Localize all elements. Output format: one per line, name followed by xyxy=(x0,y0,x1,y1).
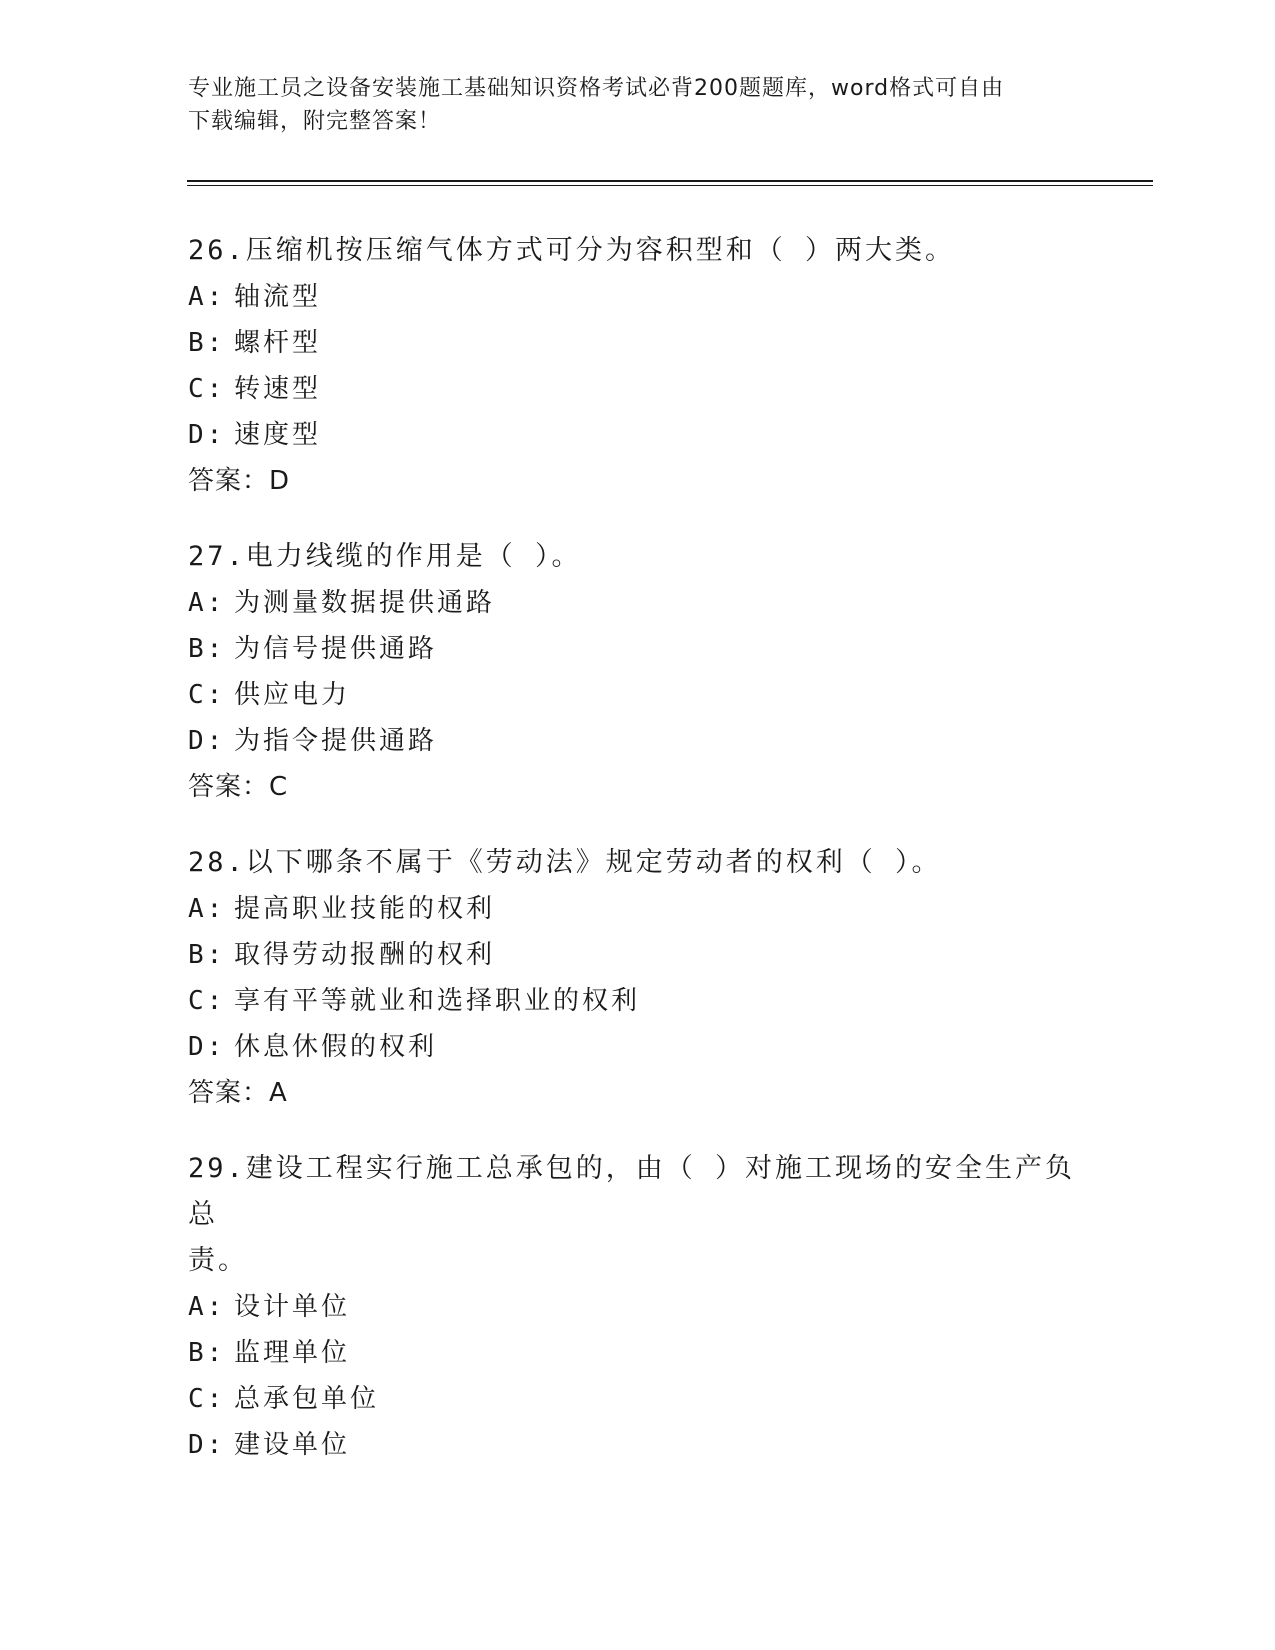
option-text: 供应电力 xyxy=(234,680,351,710)
option-text: 建设单位 xyxy=(234,1430,351,1460)
option-d xyxy=(188,1024,1088,1070)
option-letter: B: xyxy=(188,634,226,664)
header-rule-thick xyxy=(187,180,1153,182)
option-c xyxy=(188,672,1088,718)
option-letter: C: xyxy=(188,680,226,710)
option-text: 螺杆型 xyxy=(234,328,322,358)
question-stem: 27.电力线缆的作用是（ ）。 xyxy=(188,541,582,572)
option-c xyxy=(188,1376,1088,1422)
option-letter: C: xyxy=(188,374,226,404)
option-text: 转速型 xyxy=(234,374,322,404)
option-text: 为信号提供通路 xyxy=(234,634,438,664)
option-c xyxy=(188,978,1088,1024)
option-text: 为指令提供通路 xyxy=(234,726,438,756)
option-letter: A: xyxy=(188,894,226,924)
option-text: 监理单位 xyxy=(234,1338,351,1368)
option-text: 休息休假的权利 xyxy=(234,1032,438,1062)
option-b xyxy=(188,626,1088,672)
answer-line: 答案：D xyxy=(188,466,291,496)
option-text: 享有平等就业和选择职业的权利 xyxy=(234,986,641,1016)
option-text: 总承包单位 xyxy=(234,1384,380,1414)
option-letter: D: xyxy=(188,1430,226,1460)
option-a xyxy=(188,580,1088,626)
option-text: 轴流型 xyxy=(234,282,322,312)
question-list xyxy=(188,228,1088,1498)
option-letter: D: xyxy=(188,1032,226,1062)
question-28 xyxy=(188,840,1088,1116)
option-b xyxy=(188,1330,1088,1376)
option-text: 设计单位 xyxy=(234,1292,351,1322)
option-letter: D: xyxy=(188,726,226,756)
option-d xyxy=(188,1422,1088,1468)
question-29 xyxy=(188,1146,1088,1468)
question-stem-continued: 责。 xyxy=(188,1245,248,1276)
question-27 xyxy=(188,534,1088,810)
option-text: 速度型 xyxy=(234,420,322,450)
question-26 xyxy=(188,228,1088,504)
option-d xyxy=(188,412,1088,458)
option-b xyxy=(188,320,1088,366)
option-d xyxy=(188,718,1088,764)
answer-line: 答案：A xyxy=(188,1078,288,1108)
option-letter: A: xyxy=(188,588,226,618)
option-a xyxy=(188,886,1088,932)
question-stem: 28.以下哪条不属于《劳动法》规定劳动者的权利（ ）。 xyxy=(188,847,942,878)
header-rule-thin xyxy=(187,185,1153,186)
header-line-1: 专业施工员之设备安装施工基础知识资格考试必背200题题库，word格式可自由 xyxy=(188,76,1005,101)
option-a xyxy=(188,1284,1088,1330)
option-c xyxy=(188,366,1088,412)
answer-line: 答案：C xyxy=(188,772,289,802)
option-letter: A: xyxy=(188,282,226,312)
option-letter: C: xyxy=(188,986,226,1016)
question-stem: 26.压缩机按压缩气体方式可分为容积型和（ ）两大类。 xyxy=(188,235,956,266)
header-line-2: 下载编辑，附完整答案！ xyxy=(188,109,442,134)
document-header xyxy=(188,72,1068,138)
option-letter: A: xyxy=(188,1292,226,1322)
option-a xyxy=(188,274,1088,320)
option-letter: D: xyxy=(188,420,226,450)
option-text: 提高职业技能的权利 xyxy=(234,894,496,924)
option-text: 为测量数据提供通路 xyxy=(234,588,496,618)
option-text: 取得劳动报酬的权利 xyxy=(234,940,496,970)
option-letter: B: xyxy=(188,328,226,358)
question-stem: 29.建设工程实行施工总承包的，由（ ）对施工现场的安全生产负总 xyxy=(188,1153,1076,1230)
option-letter: C: xyxy=(188,1384,226,1414)
option-letter: B: xyxy=(188,1338,226,1368)
option-b xyxy=(188,932,1088,978)
option-letter: B: xyxy=(188,940,226,970)
